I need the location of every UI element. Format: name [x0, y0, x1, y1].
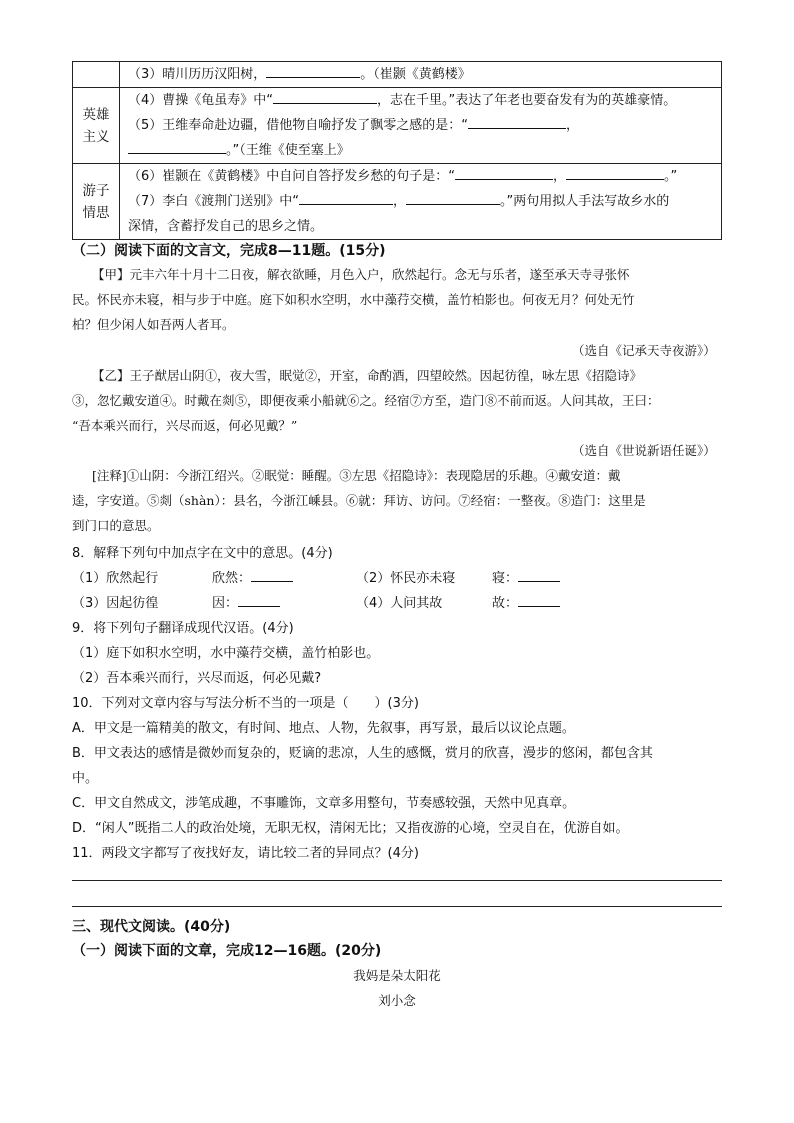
q10-option-b-cont: 中。	[72, 771, 99, 786]
jia-line-2: 民。怀民亦未寝，相与步于中庭。庭下如积水空明，水中藻荇交横，盖竹柏影也。何夜无月？何处无竹	[72, 292, 635, 307]
jia-line-1: 【甲】元丰六年十月十二日夜，解衣欲睡，月色入户，欣然起行。念无与乐者，遂至承天寺寻张怀	[92, 267, 630, 282]
answer-blank[interactable]	[518, 568, 560, 582]
q8-item-4: （4）人问其故	[356, 596, 443, 611]
yi-line-3: “吾本乘兴而行，兴尽而返，何必见戴？”	[72, 418, 298, 433]
question-7-line2: 深情，含蓄抒发自己的思乡之情。	[128, 219, 324, 234]
table-category-homesick: 游子 情思	[73, 164, 120, 240]
question-5: （5）王维奉命赴边疆，借他物自喻抒发了飘零之感的是：“ ，	[128, 113, 721, 138]
notes-line-3: 到门口的意思。	[72, 518, 160, 533]
section3-sub-heading: （一）阅读下面的文章，完成12—16题。(20分)	[72, 943, 382, 959]
article-author: 刘小念	[378, 993, 416, 1008]
section3-heading: 三、现代文阅读。(40分)	[72, 919, 231, 935]
q9-sentence-2: （2）吾本乘兴而行，兴尽而返，何必见戴?	[72, 671, 322, 686]
yi-source: （选自《世说新语任诞》）	[572, 443, 716, 458]
answer-blank[interactable]	[238, 593, 280, 607]
question-6: （6）崔颢在《黄鹤楼》中自问自答抒发乡愁的句子是：“ ， 。”	[128, 164, 721, 189]
answer-blank[interactable]	[273, 90, 377, 104]
q8-answer-3: 因：	[212, 592, 280, 611]
table-row	[73, 88, 722, 164]
answer-line[interactable]	[72, 906, 722, 907]
notes-line-2: 逵，字安道。⑤剡（shàn）：县名，今浙江嵊县。⑥就：拜访、访问。⑦经宿：一整夜。⑧造门：这里是	[72, 493, 646, 508]
notes-line-1: [注释]①山阴：今浙江绍兴。②眠觉：睡醒。③左思《招隐诗》：表现隐居的乐趣。④戴安道：戴	[92, 468, 621, 483]
question-3: （3）晴川历历汉阳树， 。（崔颢《黄鹤楼》	[128, 62, 721, 87]
q8-answer-1: 欣然：	[212, 567, 293, 586]
section2-heading: （二）阅读下面的文言文，完成8—11题。(15分)	[72, 243, 386, 259]
question-5-line2: 。”（王维《使至塞上》	[128, 138, 721, 163]
answer-line[interactable]	[72, 880, 722, 881]
q8-answer-2: 寝：	[492, 567, 560, 586]
answer-blank[interactable]	[518, 593, 560, 607]
q8-item-3: （3）因起彷徨	[72, 596, 159, 611]
table-cell	[120, 62, 722, 88]
poetry-fill-table	[72, 61, 722, 240]
q9-sentence-1: （1）庭下如积水空明，水中藻荇交横，盖竹柏影也。	[72, 646, 380, 661]
yi-line-2: ③，忽忆戴安道④。时戴在剡⑤，即便夜乘小船就⑥之。经宿⑦方至，造门⑧不前而返。人问其故，王曰：	[72, 393, 660, 408]
table-cell	[120, 88, 722, 164]
question-7: （7）李白《渡荆门送别》中“ ， 。”两句用拟人手法写故乡水的	[128, 189, 721, 214]
q8-answer-4: 故：	[492, 592, 560, 611]
question-4: （4）曹操《龟虽寿》中“ ，志在千里。”表达了年老也要奋发有为的英雄豪情。	[128, 88, 721, 113]
q8-stem: 8．解释下列句中加点字在文中的意思。(4分)	[72, 546, 333, 561]
q9-stem: 9．将下列句子翻译成现代汉语。(4分)	[72, 621, 294, 636]
answer-blank[interactable]	[406, 191, 500, 205]
answer-blank[interactable]	[566, 166, 664, 180]
jia-line-3: 柏？但少闲人如吾两人者耳。	[72, 317, 235, 332]
q11-stem: 11．两段文字都写了夜找好友，请比较二者的异同点？(4分)	[72, 846, 419, 861]
answer-blank[interactable]	[251, 568, 293, 582]
table-row	[73, 164, 722, 240]
answer-blank[interactable]	[266, 64, 360, 78]
q10-option-c[interactable]: C．甲文自然成文，涉笔成趣，不事雕饰，文章多用整句，节奏感较强，天然中见真章。	[72, 796, 576, 811]
table-cell	[120, 164, 722, 240]
article-title: 我妈是朵太阳花	[353, 968, 441, 983]
q10-option-a[interactable]: A．甲文是一篇精美的散文，有时间、地点、人物，先叙事，再写景，最后以议论点题。	[72, 721, 575, 736]
table-category-empty	[73, 62, 120, 88]
yi-line-1: 【乙】王子猷居山阴①，夜大雪，眠觉②，开室，命酌酒，四望皎然。因起彷徨，咏左思《招隐诗》	[92, 368, 643, 383]
answer-blank[interactable]	[299, 191, 393, 205]
q8-item-2: （2）怀民亦未寝	[356, 571, 456, 586]
q8-item-1: （1）欣然起行	[72, 571, 159, 586]
answer-blank[interactable]	[455, 166, 553, 180]
q10-option-b[interactable]: B．甲文表达的感情是微妙而复杂的，贬谪的悲凉，人生的感慨，赏月的欣喜，漫步的悠闲，都包含其	[72, 746, 653, 761]
jia-source: （选自《记承天寺夜游》）	[572, 343, 716, 358]
answer-blank[interactable]	[468, 115, 566, 129]
table-row	[73, 62, 722, 88]
q10-option-d[interactable]: D．“闲人”既指二人的政治处境，无职无权，清闲无比；又指夜游的心境，空灵自在，优游自如。	[72, 821, 629, 836]
answer-blank[interactable]	[128, 140, 226, 154]
table-category-hero: 英雄 主义	[73, 88, 120, 164]
q10-stem: 10．下列对文章内容与写法分析不当的一项是（ ）(3分)	[72, 696, 419, 711]
